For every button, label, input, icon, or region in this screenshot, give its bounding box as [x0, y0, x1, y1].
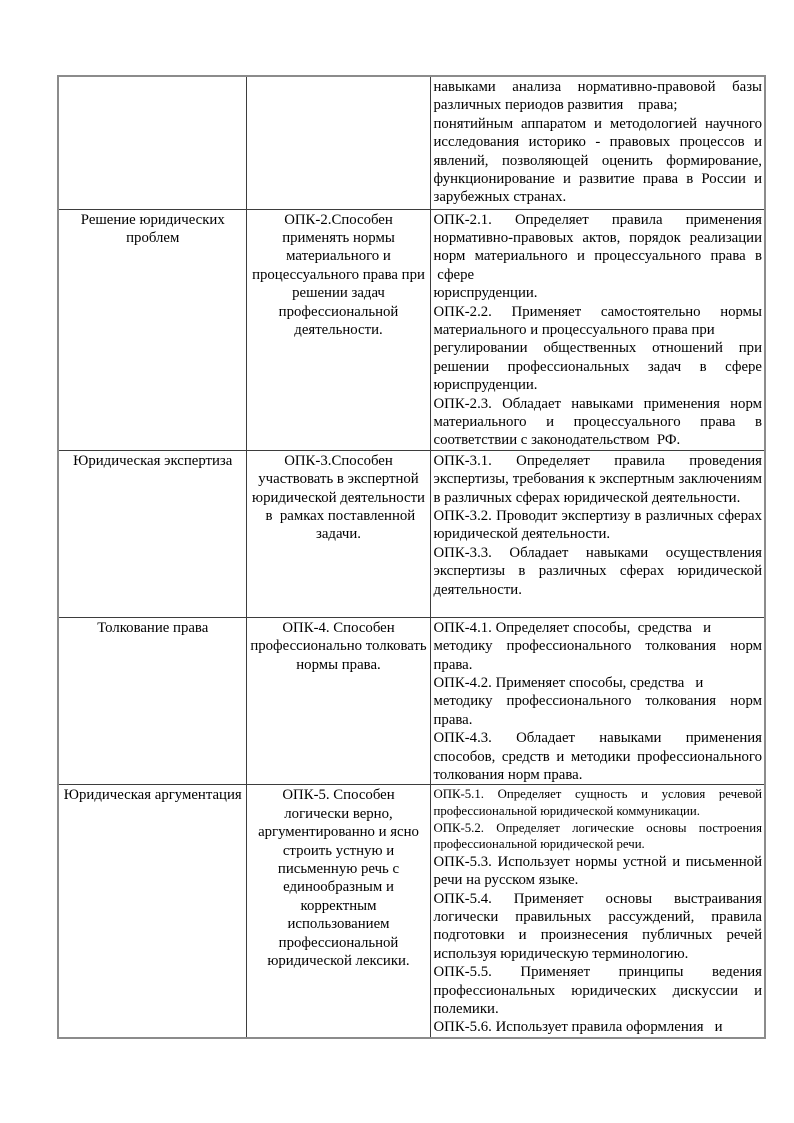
indicator-paragraph: ОПК-4.3. Обладает навыками применения способов, средств и методики профессионального толкования норм права.: [433, 730, 762, 784]
indicator-paragraph: ОПК-2.2. Применяет самостоятельно нормы материального и процессуального права при регулировании общественных отношений при решении профессиональных задач в сфере юриспруденции.: [433, 303, 762, 394]
competency-cell: [246, 76, 430, 209]
indicator-paragraph: ОПК-4.2. Применяет способы, средства и методику профессионального толкования норм права.: [433, 675, 762, 728]
indicator-paragraph: ОПК-5.1. Определяет сущность и условия речевой профессиональной юридической коммуникации.: [433, 787, 762, 819]
indicators-cell: [430, 209, 765, 450]
table-row: [58, 76, 765, 209]
indicator-paragraph: ОПК-2.1. Определяет правила применения нормативно-правовых актов, порядок реализации норм материального и процессуального права в сфере юриспруденции.: [433, 211, 762, 302]
indicator-paragraph: ОПК-3.2. Проводит экспертизу в различных сферах юридической деятельности.: [433, 508, 762, 543]
indicator-paragraph: ОПК-5.2. Определяет логические основы построения профессиональной юридической речи.: [433, 820, 762, 852]
indicator-paragraph: ОПК-5.4. Применяет основы выстраивания логически правильных рассуждений, правила подготовки и произнесения публичных речей используя юридическую терминологию.: [433, 890, 762, 962]
competency-cell: ОПК-2.Способен применять нормы материального и процессуального права при решении задач профессиональной деятельности.: [246, 209, 430, 450]
indicator-paragraph: ОПК-3.3. Обладает навыками осуществления экспертизы в различных сферах юридической деятельности.: [433, 544, 762, 598]
table-row: [58, 209, 765, 450]
indicator-paragraph: ОПК-5.5. Применяет принципы ведения профессиональных юридических дискуссии и полемики.: [433, 964, 762, 1018]
indicator-paragraph: понятийным аппаратом и методологией научного исследования историко - правовых процессов и явлений, позволяющей оценить формирование, функционирование и развитие права в России и зарубежных странах.: [433, 115, 762, 206]
indicator-paragraph: ОПК-5.3. Использует нормы устной и письменной речи на русском языке.: [433, 853, 762, 889]
category-cell: Юридическая аргументация: [58, 785, 246, 1038]
category-cell: Юридическая экспертиза: [58, 450, 246, 617]
competencies-table-body: [58, 76, 765, 1038]
table-row: [58, 785, 765, 1038]
indicator-paragraph: ОПК-3.1. Определяет правила проведения экспертизы, требования к экспертным заключениям в различных сферах юридической деятельности.: [433, 452, 762, 506]
indicator-paragraph: навыками анализа нормативно-правовой базы различных периодов развития права;: [433, 79, 762, 114]
competency-cell: ОПК-5. Способен логически верно, аргументированно и ясно строить устную и письменную речь с единообразным и корректным использованием профессиональной юридической лексики.: [246, 785, 430, 1038]
category-cell: Решение юридических проблем: [58, 209, 246, 450]
indicators-cell: [430, 617, 765, 785]
indicator-paragraph: ОПК-5.6. Использует правила оформления и: [433, 1019, 723, 1036]
indicator-paragraph: ОПК-4.1. Определяет способы, средства и методику профессионального толкования норм права.: [433, 619, 762, 673]
competency-cell: ОПК-3.Способен участвовать в экспертной юридической деятельности в рамках поставленной задачи.: [246, 450, 430, 617]
indicators-cell: [430, 76, 765, 209]
table-row: [58, 617, 765, 785]
category-cell: Толкование права: [58, 617, 246, 785]
competency-cell: ОПК-4. Способен профессионально толковать нормы права.: [246, 617, 430, 785]
indicators-cell: [430, 785, 765, 1038]
indicators-cell: [430, 450, 765, 617]
table-row: [58, 450, 765, 617]
competencies-table: [57, 75, 766, 1039]
indicator-paragraph: ОПК-2.3. Обладает навыками применения норм материального и процессуального права в соответствии с законодательством РФ.: [433, 395, 762, 449]
category-cell: [58, 76, 246, 209]
